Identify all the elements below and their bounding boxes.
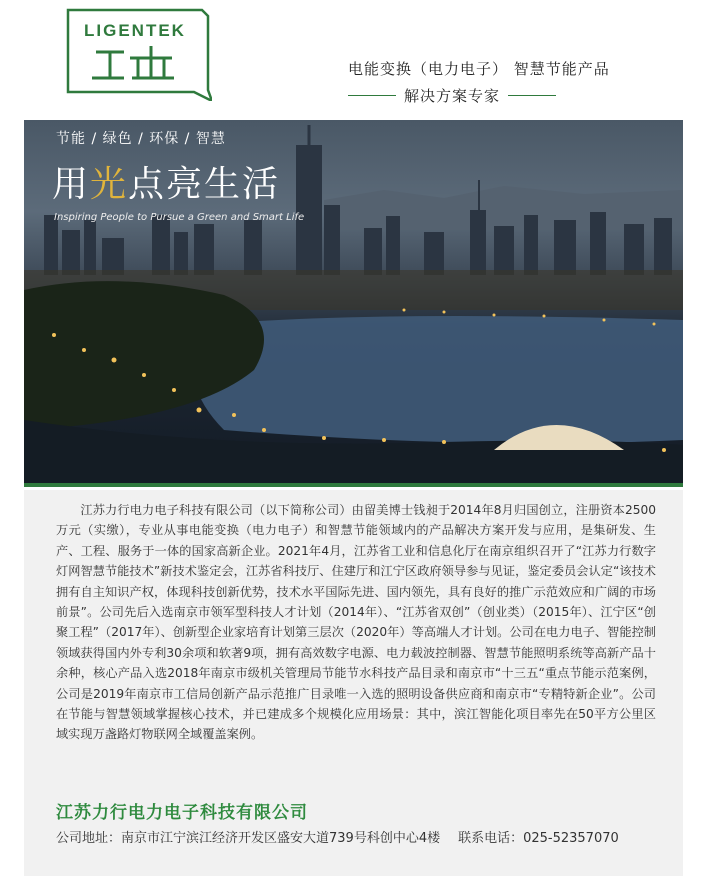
company-phone: 联系电话：025-52357070 bbox=[458, 831, 619, 846]
tagline-line2: 解决方案专家 bbox=[404, 87, 501, 105]
hero-cityscape-image bbox=[24, 120, 683, 487]
tagline-rule-left bbox=[348, 95, 396, 96]
company-intro-section bbox=[24, 490, 683, 876]
hero-slogan bbox=[52, 156, 280, 207]
intro-paragraph: 江苏力行电力电子科技有限公司（以下简称公司）由留美博士钱昶于2014年8月归国创立，注册资本2500万元（实缴），专业从事电能变换（电力电子）和智慧节能领域内的产品解决方案开发与应用，是集研发、生产、工程、服务于一体的国家高新企业。2021年4月，江苏省工业和信息化厅在南京组织召开了“江苏力行数字灯网智慧节能技术”新技术鉴定会，江苏省科技厅、住建厅和江宁区政府领导参与见证，鉴定委员会认定“该技术拥有自主知识产权，体现科技创新优势，技术水平国际先进、国内领先，具有良好的推广示范效应和广阔的市场前景”。公司先后入选南京市领军型科技人才计划（2014年）、“江苏省双创”（创业类）（2015年）、江宁区“创聚工程”（2017年）、创新型企业家培育计划第三层次（2020年）等高端人才计划。公司在电力电子、智能控制领域获得国内外专利30余项和软著9项，拥有高效数字电源、电力载波控制器、智慧节能照明系统等高新产品十余种，核心产品入选2018年南京市级机关管理局节能节水科技产品目录和南京市“十三五“重点节能示范案例，公司是2019年南京市工信局创新产品示范推广目录唯一入选的照明设备供应商和南京市“专精特新企业”。公司在节能与智慧领域掌握核心技术，并已建成多个规模化应用场景：其中，滨江智能化项目率先在50平方公里区域实现万盏路灯物联网全域覆盖案例。 bbox=[56, 503, 656, 742]
slogan-part3: 点亮生活 bbox=[128, 164, 281, 205]
tagline-rule-right bbox=[508, 95, 556, 96]
hero-keywords: 节能 / 绿色 / 环保 / 智慧 bbox=[56, 131, 226, 147]
hero-green-bar bbox=[24, 483, 683, 487]
company-logo bbox=[62, 6, 212, 101]
logo-text: LIGENTEK bbox=[84, 21, 186, 40]
header-tagline bbox=[348, 58, 648, 106]
slogan-part2: 光 bbox=[90, 164, 129, 205]
slogan-part1: 用 bbox=[52, 164, 91, 205]
company-address: 公司地址：南京市江宁滨江经济开发区盛安大道739号科创中心4楼 bbox=[56, 831, 441, 846]
company-name: 江苏力行电力电子科技有限公司 bbox=[56, 803, 308, 823]
tagline-line2-row bbox=[348, 85, 648, 106]
contact-info bbox=[56, 827, 637, 846]
tagline-line1: 电能变换（电力电子） 智慧节能产品 bbox=[348, 60, 610, 78]
hero-subtitle: Inspiring People to Pursue a Green and Smart Life bbox=[54, 212, 305, 223]
